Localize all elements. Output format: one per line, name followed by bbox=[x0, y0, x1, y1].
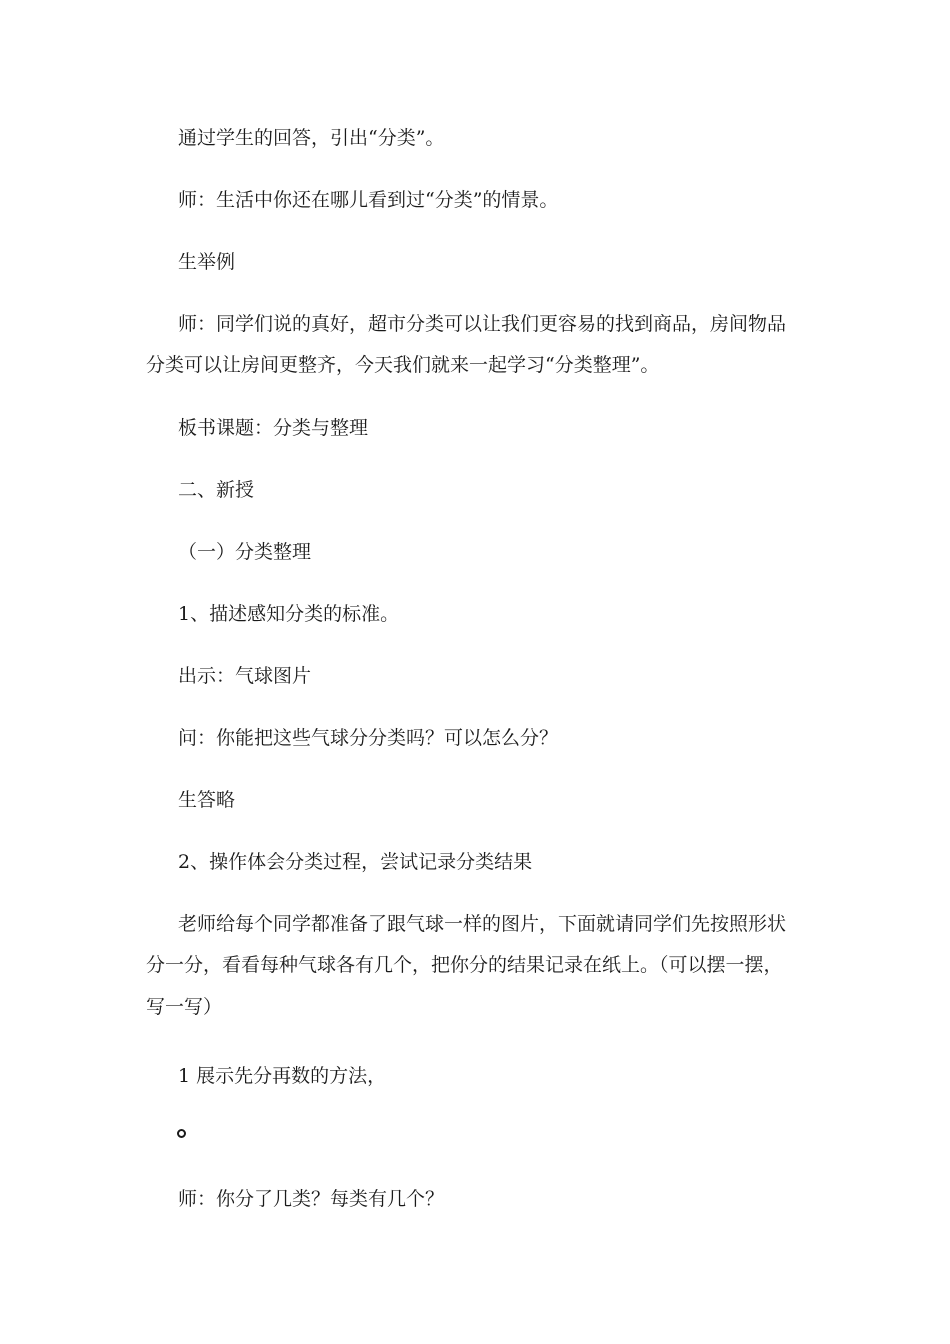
paragraph-question-balloons: 问：你能把这些气球分分类吗？可以怎么分？ bbox=[178, 727, 559, 749]
paragraph-board-title: 板书课题：分类与整理 bbox=[178, 417, 369, 439]
section-heading-new-lesson: 二、新授 bbox=[178, 479, 255, 501]
subsection-heading-sorting: （一）分类整理 bbox=[178, 541, 312, 563]
paragraph-student-examples: 生举例 bbox=[178, 251, 236, 273]
paragraph-task-line2: 分一分，看看每种气球各有几个，把你分的结果记录在纸上。（可以摆一摆， bbox=[146, 954, 783, 976]
paragraph-task-line3: 写一写） bbox=[146, 996, 223, 1018]
circle-bullet-icon bbox=[177, 1129, 186, 1138]
paragraph-step-1: 1、描述感知分类的标准。 bbox=[178, 603, 400, 625]
paragraph-teacher-praise-line2: 分类可以让房间更整齐，今天我们就来一起学习“分类整理”。 bbox=[146, 354, 660, 376]
paragraph-teacher-question-life: 师：生活中你还在哪儿看到过“分类”的情景。 bbox=[178, 189, 559, 211]
paragraph-method-demo: 1 展示先分再数的方法， bbox=[178, 1065, 387, 1087]
paragraph-teacher-question-count: 师：你分了几类？每类有几个？ bbox=[178, 1188, 445, 1210]
paragraph-answer-omitted: 生答略 bbox=[178, 789, 236, 811]
paragraph-teacher-praise-line1: 师：同学们说的真好，超市分类可以让我们更容易的找到商品，房间物品 bbox=[178, 313, 787, 335]
paragraph-show-balloons: 出示：气球图片 bbox=[178, 665, 312, 687]
paragraph-intro-classification: 通过学生的回答，引出“分类”。 bbox=[178, 127, 445, 149]
paragraph-task-line1: 老师给每个同学都准备了跟气球一样的图片，下面就请同学们先按照形状 bbox=[178, 913, 787, 935]
paragraph-step-2: 2、操作体会分类过程，尝试记录分类结果 bbox=[178, 851, 533, 873]
